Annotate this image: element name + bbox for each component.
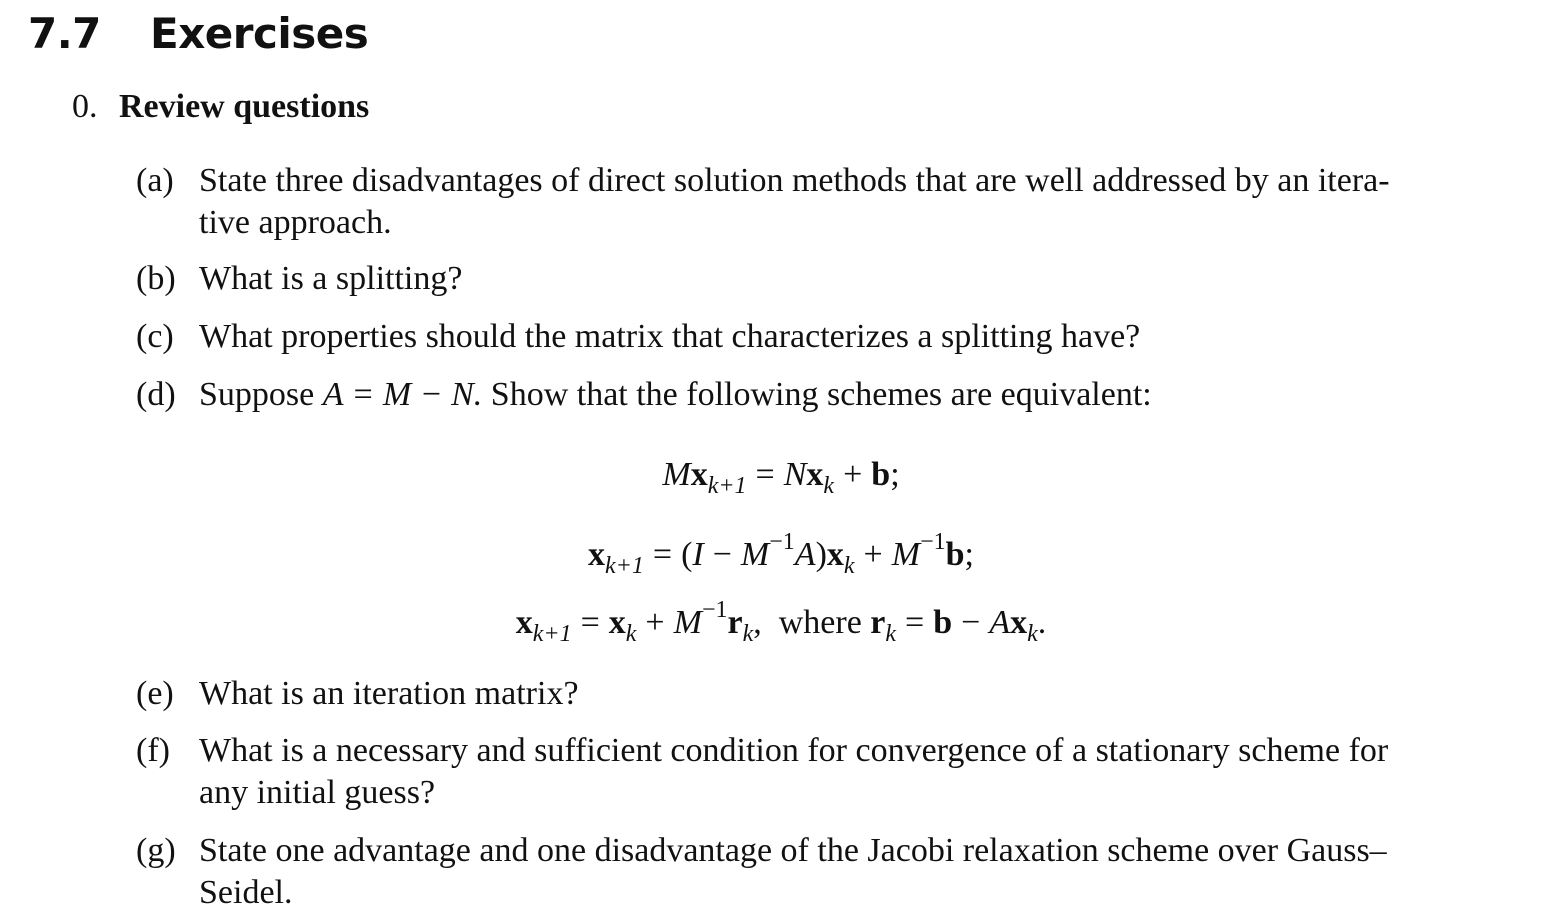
item-text: What is an iteration matrix?: [199, 675, 579, 712]
section-number: 7.7: [28, 9, 101, 58]
item-text-line: What is a necessary and sufficient condition for convergence of a stationary scheme for: [199, 732, 1389, 769]
item-text-line: Seidel.: [199, 874, 293, 911]
exercise-item-e: [136, 673, 1476, 715]
item-text-line: tive approach.: [199, 204, 392, 241]
item-text: What properties should the matrix that characterizes a splitting have?: [199, 318, 1141, 355]
section-heading: [28, 6, 368, 62]
exercise-item-f: [136, 730, 1476, 814]
exercise-item-d: [136, 374, 1476, 416]
item-marker: (d): [136, 376, 176, 413]
item-marker: (e): [136, 675, 174, 712]
equation-word-where: where: [778, 604, 862, 641]
item-marker: (b): [136, 260, 176, 297]
display-equation-3: $x_{k+1} = x_k + M^{-1}r_k$, where $r_k = b - Ax_k$.: [515, 597, 1047, 647]
group-number: 0.: [72, 88, 98, 125]
item-text-suffix: Show that the following schemes are equivalent:: [490, 376, 1152, 413]
item-text-line: State one advantage and one disadvantage of the Jacobi relaxation scheme over Gauss–: [199, 832, 1387, 869]
group-heading: [72, 86, 369, 128]
item-text: What is a splitting?: [199, 260, 463, 297]
item-marker: (g): [136, 832, 176, 869]
item-text-line: State three disadvantages of direct solution methods that are well addressed by an itera-: [199, 162, 1390, 199]
display-equation-1: $Mx_{k+1} = Nx_k + b$;: [662, 456, 900, 499]
item-marker: (f): [136, 732, 170, 769]
exercise-item-c: [136, 316, 1476, 358]
item-text-line: any initial guess?: [199, 774, 436, 811]
item-marker: (c): [136, 318, 174, 355]
item-text-prefix: Suppose: [199, 376, 315, 413]
exercise-item-g: [136, 830, 1476, 914]
display-equation-2: $x_{k+1} = (I - M^{-1}A)x_k + M^{-1}b$;: [588, 529, 974, 579]
group-title: Review questions: [119, 88, 370, 125]
exercise-item-b: [136, 258, 1476, 300]
section-title: Exercises: [150, 9, 369, 58]
inline-equation: A = M − N.: [322, 376, 483, 413]
item-marker: (a): [136, 162, 174, 199]
exercise-item-a: [136, 160, 1476, 244]
